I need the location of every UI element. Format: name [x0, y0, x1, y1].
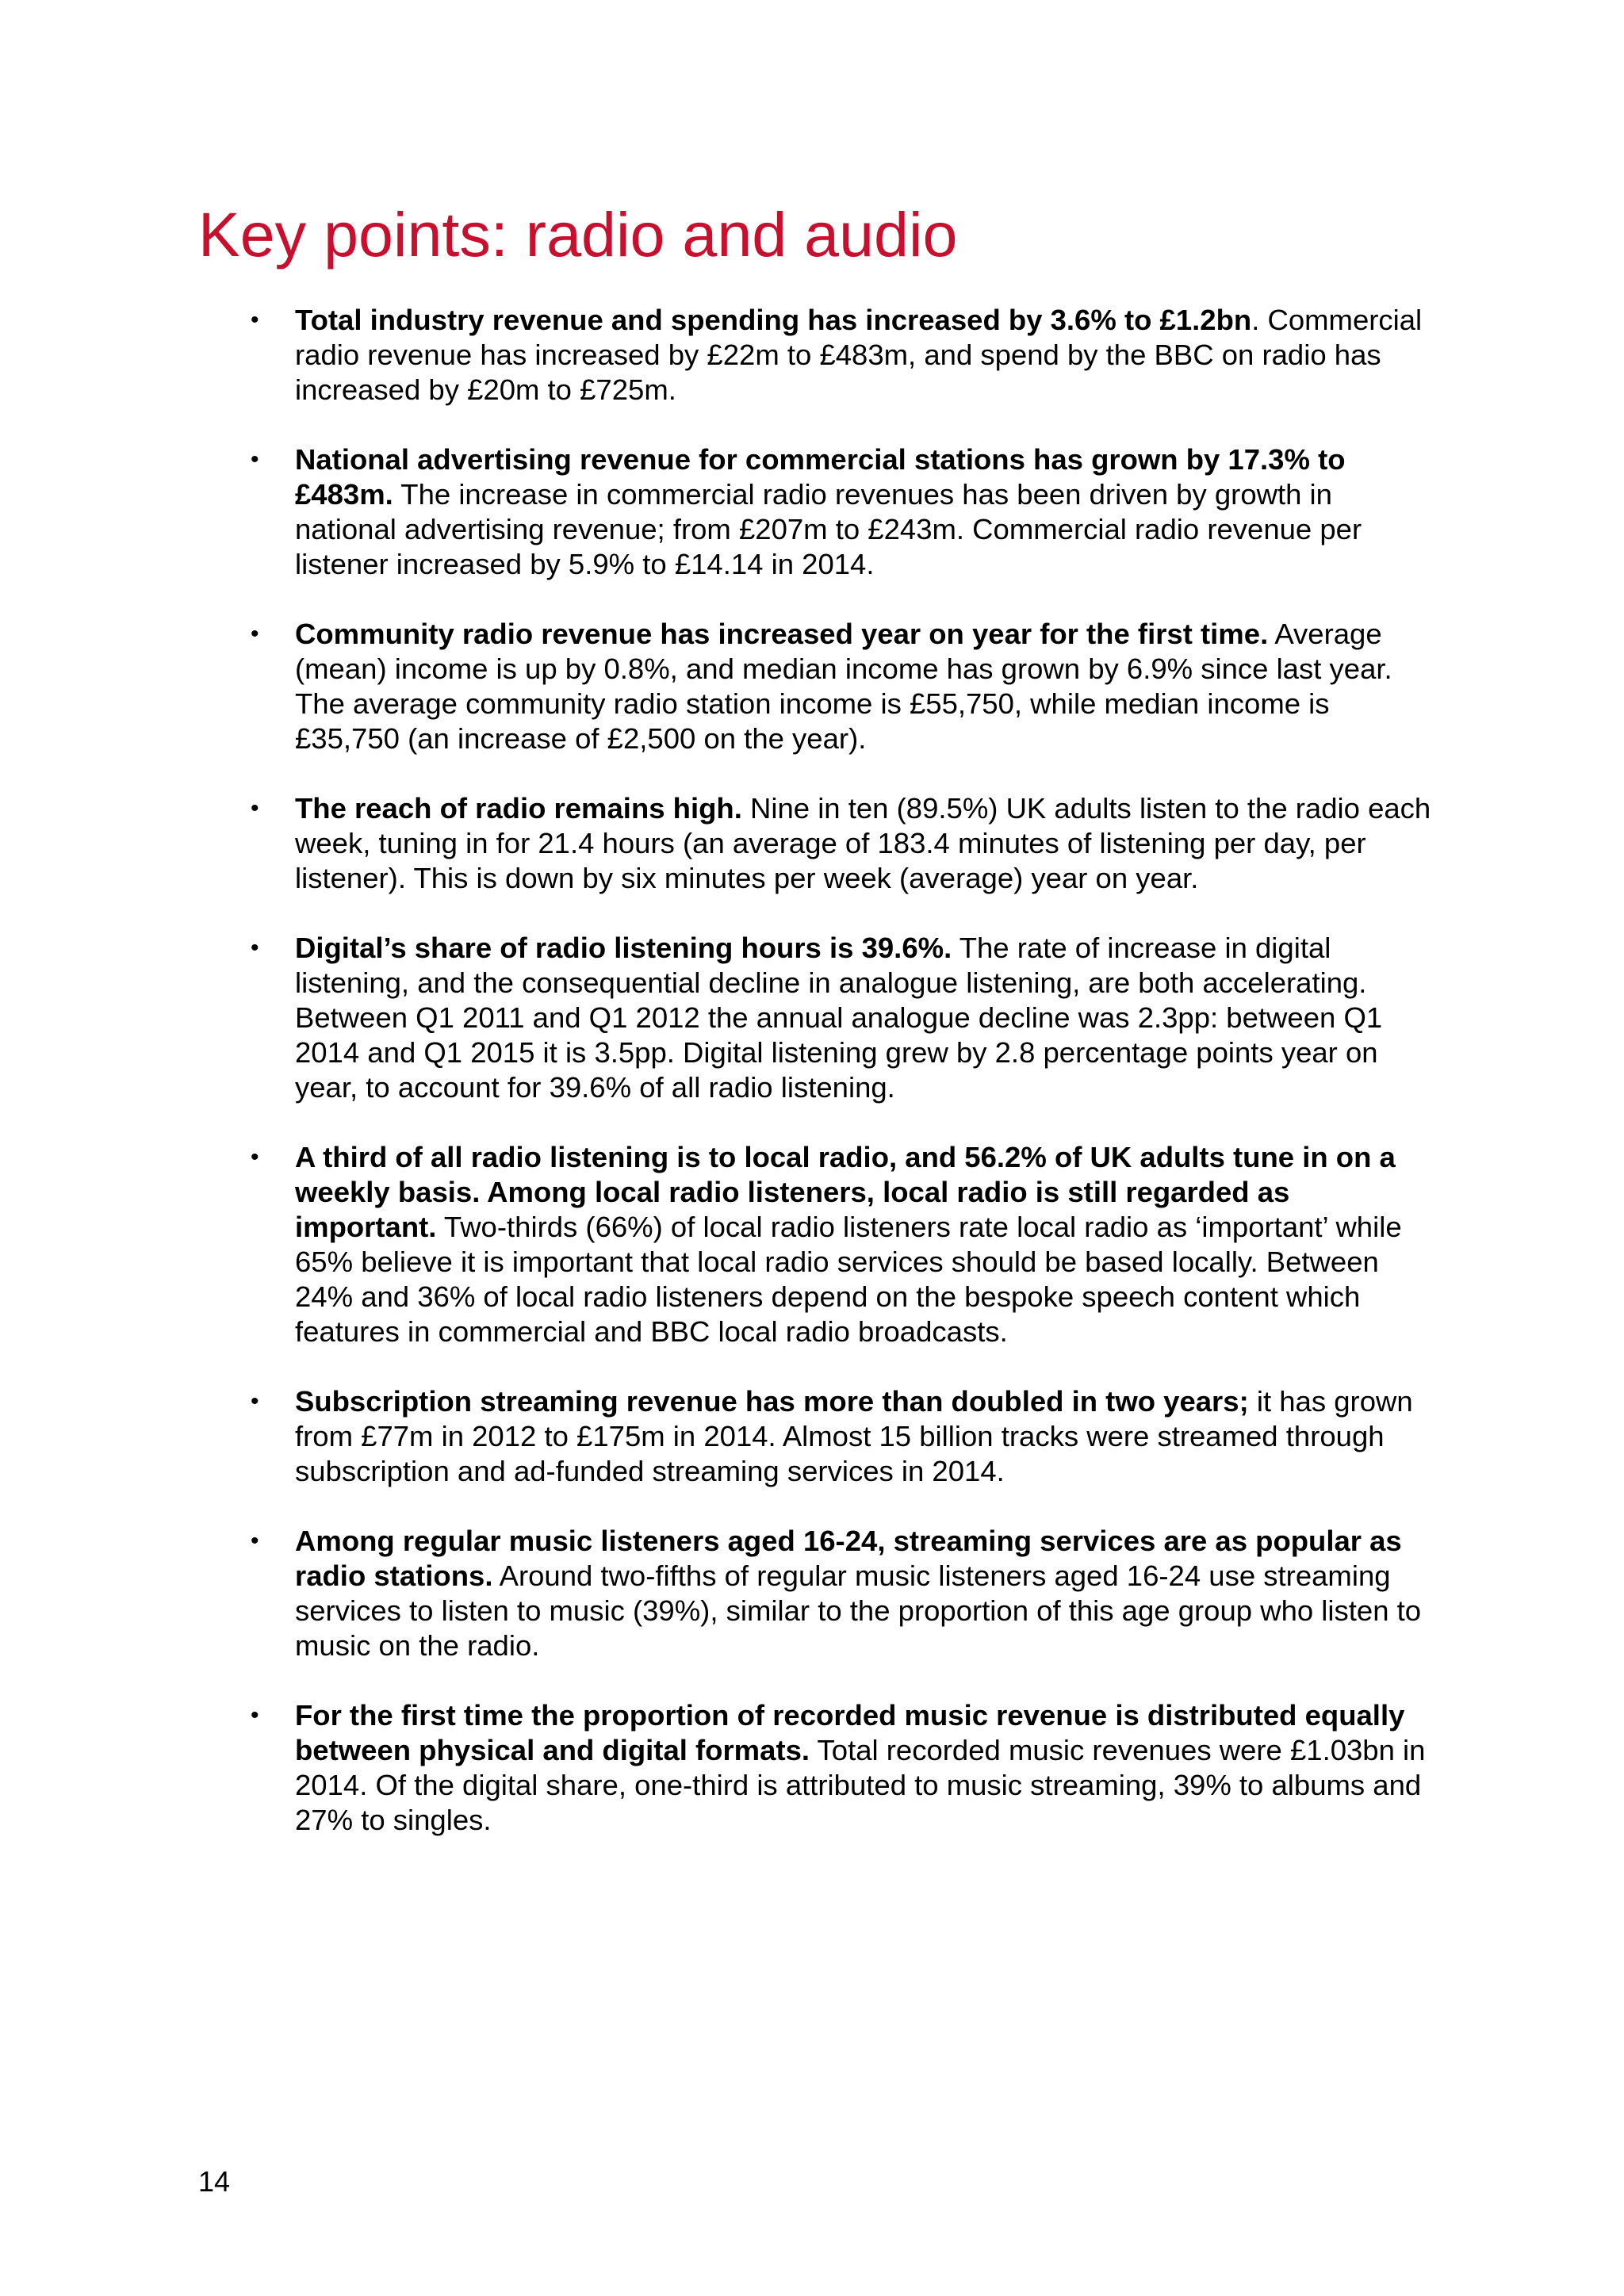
key-point: [251, 791, 1437, 896]
key-point-heading: For the first time the proportion of recorded music revenue is distributed equally between physical and digital formats.: [295, 1699, 1405, 1766]
key-point-heading: Among regular music listeners aged 16-24, streaming services are as popular as radio stations.: [295, 1525, 1402, 1592]
page-title: Key points: radio and audio: [198, 199, 958, 270]
key-point-body: Around two-fifths of regular music listeners aged 16-24 use streaming services to listen to music (39%), similar to the proportion of this age group who listen to music on the radio.: [295, 1559, 1422, 1662]
key-point: [251, 1384, 1437, 1489]
bullet-icon: •: [251, 795, 259, 821]
key-point: [251, 931, 1437, 1105]
key-point: [251, 1698, 1437, 1838]
key-points-list: [251, 303, 1437, 1873]
key-point-heading: Total industry revenue and spending has increased by 3.6% to £1.2bn: [295, 304, 1252, 336]
bullet-icon: •: [251, 446, 259, 473]
key-point-body: . Commercial radio revenue has increased by £22m to £483m, and spend by the BBC on radio has increased by £20m to £725m.: [295, 304, 1423, 406]
key-point-heading: Community radio revenue has increased year on year for the first time.: [295, 618, 1269, 650]
key-point-heading: National advertising revenue for commercial stations has grown by 17.3% to £483m.: [295, 443, 1346, 511]
bullet-icon: •: [251, 1702, 259, 1728]
key-point: [251, 1140, 1437, 1349]
key-point-body: The rate of increase in digital listening, and the consequential decline in analogue listening, are both accelerating. Between Q1 2011 and Q1 2012 the annual analogue decline was 2.3pp: between Q1 2014 and Q1 2015 it is 3.5pp. Digital listening grew by 2.8 percentage points year on year, to account for 39.6% of all radio listening.: [295, 932, 1383, 1104]
key-point-heading: A third of all radio listening is to local radio, and 56.2% of UK adults tune in on a weekly basis. Among local radio listeners, local radio is still regarded as important.: [295, 1141, 1396, 1243]
key-point-heading: Digital’s share of radio listening hours is 39.6%.: [295, 932, 952, 964]
bullet-icon: •: [251, 621, 259, 647]
bullet-icon: •: [251, 1144, 259, 1170]
key-point: [251, 617, 1437, 756]
key-point-body: Average (mean) income is up by 0.8%, and median income has grown by 6.9% since last year. The average community radio station income is £55,750, while median income is £35,750 (an increase of £2,500 on the year).: [295, 618, 1392, 755]
bullet-icon: •: [251, 1528, 259, 1554]
key-point: [251, 1524, 1437, 1663]
bullet-icon: •: [251, 307, 259, 333]
key-point: [251, 303, 1437, 408]
page-number: 14: [198, 2165, 231, 2198]
key-point-heading: Subscription streaming revenue has more than doubled in two years;: [295, 1385, 1249, 1418]
key-point-body: it has grown from £77m in 2012 to £175m in 2014. Almost 15 billion tracks were streamed through subscription and ad-funded streaming services in 2014.: [295, 1385, 1413, 1487]
key-point-body: Two-thirds (66%) of local radio listeners rate local radio as ‘important’ while 65% believe it is important that local radio services should be based locally. Between 24% and 36% of local radio listeners depend on the bespoke speech content which features in commercial and BBC local radio broadcasts.: [295, 1211, 1402, 1348]
key-point-body: Nine in ten (89.5%) UK adults listen to the radio each week, tuning in for 21.4 hours (an average of 183.4 minutes of listening per day, per listener). This is down by six minutes per week (average) year on year.: [295, 792, 1431, 894]
bullet-icon: •: [251, 935, 259, 961]
key-point: [251, 442, 1437, 582]
key-point-heading: The reach of radio remains high.: [295, 792, 742, 825]
key-point-body: Total recorded music revenues were £1.03bn in 2014. Of the digital share, one-third is attributed to music streaming, 39% to albums and 27% to singles.: [295, 1734, 1426, 1836]
bullet-icon: •: [251, 1388, 259, 1414]
key-point-body: The increase in commercial radio revenues has been driven by growth in national advertising revenue; from £207m to £243m. Commercial radio revenue per listener increased by 5.9% to £14.14 in 2014.: [295, 478, 1362, 580]
